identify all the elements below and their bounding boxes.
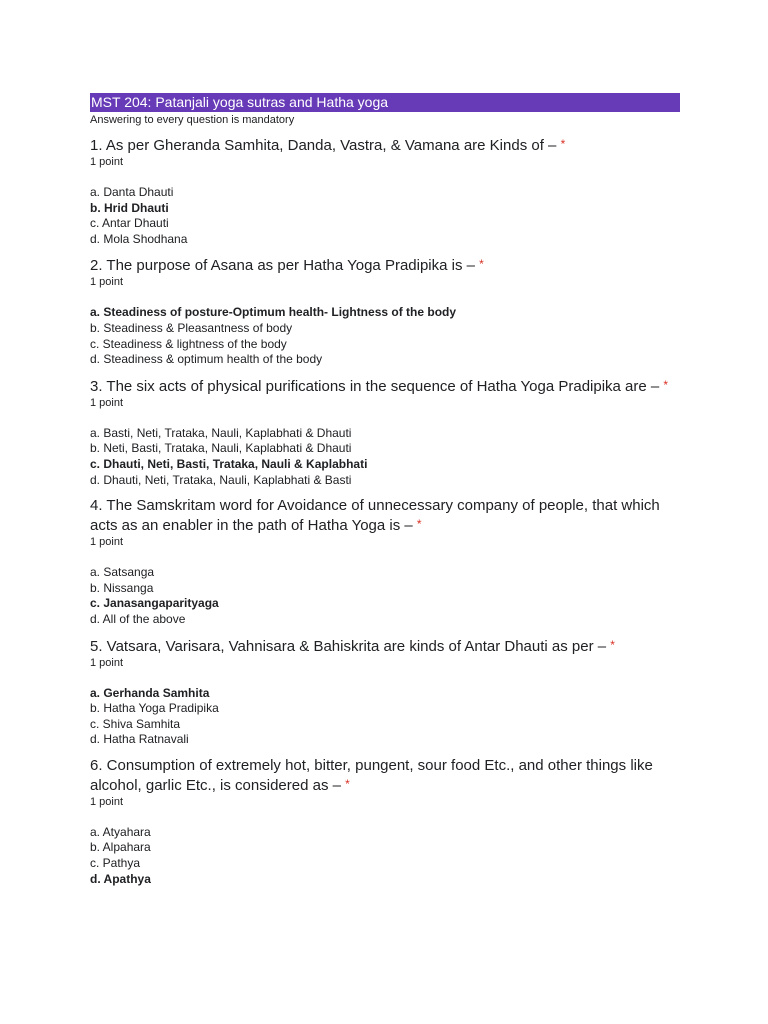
question-item [90, 376, 680, 488]
answer-option[interactable]: d. Dhauti, Neti, Trataka, Nauli, Kaplabhati & Basti [90, 472, 352, 487]
answer-option[interactable]: b. Nissanga [90, 580, 154, 595]
question-text-line [90, 496, 680, 535]
question-text: 4. The Samskritam word for Avoidance of unnecessary company of people, that which acts as an enabler in the path of Hatha Yoga is – [90, 497, 660, 535]
question-text-line [90, 756, 680, 795]
question-list [90, 135, 680, 887]
option-list [90, 426, 680, 488]
question-text-line [90, 255, 680, 275]
question-item [90, 496, 680, 627]
answer-option[interactable]: d. All of the above [90, 611, 186, 626]
question-points: 1 point [90, 276, 124, 289]
option-list [90, 686, 680, 748]
question-text: 2. The purpose of Asana as per Hatha Yoga Pradipika is – [90, 257, 475, 275]
question-item [90, 756, 680, 887]
answer-option[interactable]: b. Steadiness & Pleasantness of body [90, 320, 293, 335]
required-asterisk: * [663, 377, 669, 392]
answer-option-correct[interactable]: c. Janasangaparityaga [90, 596, 219, 611]
answer-option[interactable]: c. Pathya [90, 856, 141, 871]
answer-option[interactable]: d. Steadiness & optimum health of the body [90, 352, 323, 367]
answer-option-correct[interactable]: a. Gerhanda Samhita [90, 685, 210, 700]
question-text-line [90, 135, 680, 155]
option-list [90, 565, 680, 627]
question-points: 1 point [90, 156, 124, 168]
form-title: MST 204: Patanjali yoga sutras and Hatha yoga [90, 93, 680, 112]
answer-option[interactable]: c. Steadiness & lightness of the body [90, 336, 287, 351]
required-asterisk: * [416, 517, 422, 532]
answer-option[interactable]: d. Mola Shodhana [90, 231, 188, 246]
answer-option[interactable]: b. Hatha Yoga Pradipika [90, 701, 219, 716]
answer-option[interactable]: c. Shiva Samhita [90, 716, 181, 731]
required-asterisk: * [610, 637, 615, 652]
answer-option[interactable]: b. Neti, Basti, Trataka, Nauli, Kaplabhati & Dhauti [90, 441, 352, 456]
answer-option[interactable]: a. Satsanga [90, 565, 155, 580]
question-text: 3. The six acts of physical purifications in the sequence of Hatha Yoga Pradipika are – [90, 377, 660, 395]
question-points: 1 point [90, 656, 124, 669]
required-asterisk: * [345, 776, 350, 791]
answer-option-correct[interactable]: a. Steadiness of posture-Optimum health- Lightness of the body [90, 305, 457, 320]
question-points: 1 point [90, 536, 124, 549]
answer-option-correct[interactable]: b. Hrid Dhauti [90, 200, 169, 215]
answer-option[interactable]: a. Basti, Neti, Trataka, Nauli, Kaplabhati & Dhauti [90, 425, 352, 440]
question-text-line [90, 376, 680, 396]
answer-option[interactable]: d. Hatha Ratnavali [90, 732, 189, 747]
question-text-line [90, 636, 680, 656]
required-asterisk: * [560, 137, 566, 151]
option-list [90, 305, 680, 367]
question-text: 6. Consumption of extremely hot, bitter, pungent, sour food Etc., and other things like alcohol, garlic Etc., is considered as – [90, 756, 653, 794]
question-item [90, 255, 680, 367]
question-text: 1. As per Gheranda Samhita, Danda, Vastra, & Vamana are Kinds of – [90, 137, 557, 154]
form-subtitle: Answering to every question is mandatory [90, 114, 295, 126]
form-page [90, 93, 680, 887]
question-points: 1 point [90, 795, 124, 808]
option-list [90, 825, 680, 887]
answer-option[interactable]: a. Atyahara [90, 824, 151, 839]
question-item [90, 636, 680, 748]
required-asterisk: * [479, 257, 484, 272]
question-points: 1 point [90, 396, 124, 409]
answer-option-correct[interactable]: c. Dhauti, Neti, Basti, Trataka, Nauli & Kaplabhati [90, 456, 368, 471]
answer-option[interactable]: b. Alpahara [90, 840, 151, 855]
question-item [90, 135, 680, 247]
answer-option[interactable]: c. Antar Dhauti [90, 216, 169, 231]
answer-option-correct[interactable]: d. Apathya [90, 871, 151, 886]
answer-option[interactable]: a. Danta Dhauti [90, 185, 174, 199]
option-list [90, 185, 680, 247]
question-text: 5. Vatsara, Varisara, Vahnisara & Bahiskrita are kinds of Antar Dhauti as per – [90, 637, 607, 655]
